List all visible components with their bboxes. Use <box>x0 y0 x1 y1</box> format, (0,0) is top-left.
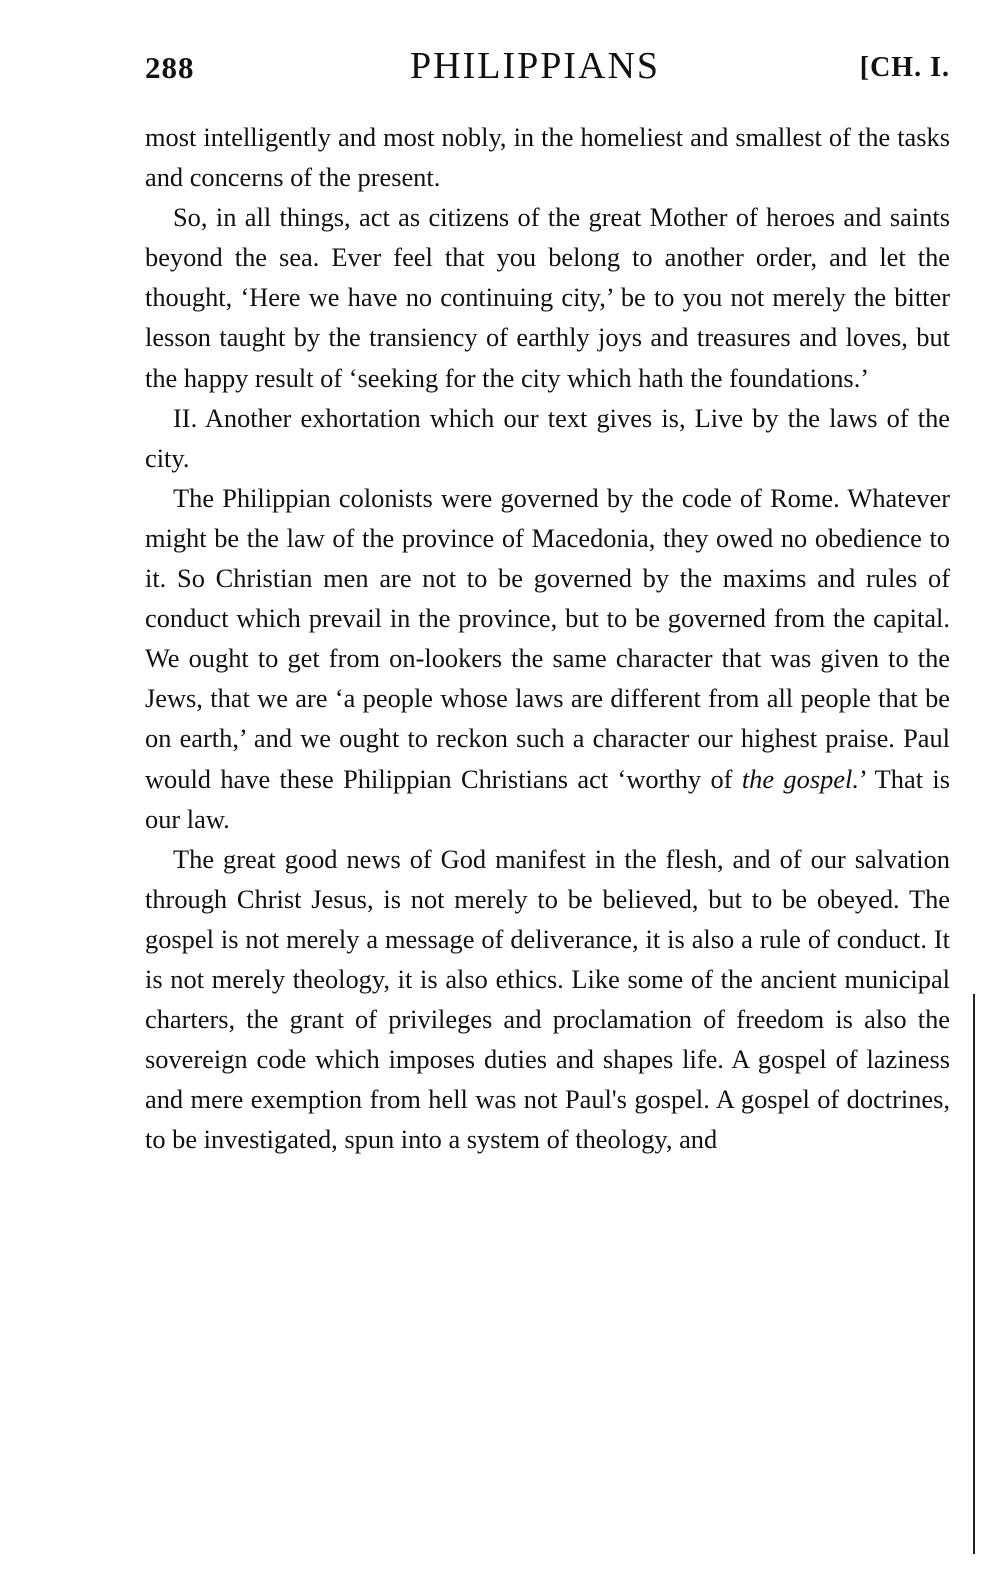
page-number: 288 <box>145 50 195 85</box>
chapter-reference: [CH. I. <box>859 52 950 83</box>
paragraph-text: The Philippian colonists were governed by the code of Rome. Whatever might be the law of the province of Macedonia, they owed no obedience to it. So Christian men are not to be governed by the maxims and rules of conduct which prevail in the province, but to be governed from the capital. We ought to get from on-lookers the same character that was given to the Jews, that we are ‘a people whose laws are different from all people that be on earth,’ and we ought to reckon such a character our highest praise. Paul would have these Philippian Christians act ‘worthy of <box>145 482 950 794</box>
italic-phrase: the gospel. <box>741 763 859 794</box>
running-header <box>145 44 950 94</box>
paragraph-text-after: ’ That is our law. <box>145 763 950 834</box>
paragraph-philippian-colonists <box>145 478 950 839</box>
running-title: PHILIPPIANS <box>410 45 661 87</box>
paragraph-good-news: The great good news of God manifest in the flesh, and of our salvation through Christ Jesus, is not merely to be believed, but to be obeyed. The gospel is not merely a message of deliverance, it is also a rule of conduct. It is not merely theology, it is also ethics. Like some of the ancient municipal charters, the grant of privileges and proclamation of freedom is also the sovereign code which imposes duties and shapes life. A gospel of laziness and mere exemption from hell was not Paul's gospel. A gospel of doctrines, to be investigated, spun into a system of theology, and <box>145 843 950 1155</box>
paragraph-continuation: most intelligently and most nobly, in the homeliest and smallest of the tasks and concerns of the present. <box>145 122 950 193</box>
page-body <box>145 117 950 1159</box>
margin-rule <box>973 994 975 1554</box>
paragraph-exhortation-two: II. Another exhortation which our text gives is, Live by the laws of the city. <box>145 402 950 473</box>
paragraph-citizens: So, in all things, act as citizens of the great Mother of heroes and saints beyond the sea. Ever feel that you belong to another order, and let the thought, ‘Here we have no continuing city,’ be to you not merely the bitter lesson taught by the transiency of earthly joys and treasures and loves, but the happy result of ‘seeking for the city which hath the foundations.’ <box>145 202 950 393</box>
